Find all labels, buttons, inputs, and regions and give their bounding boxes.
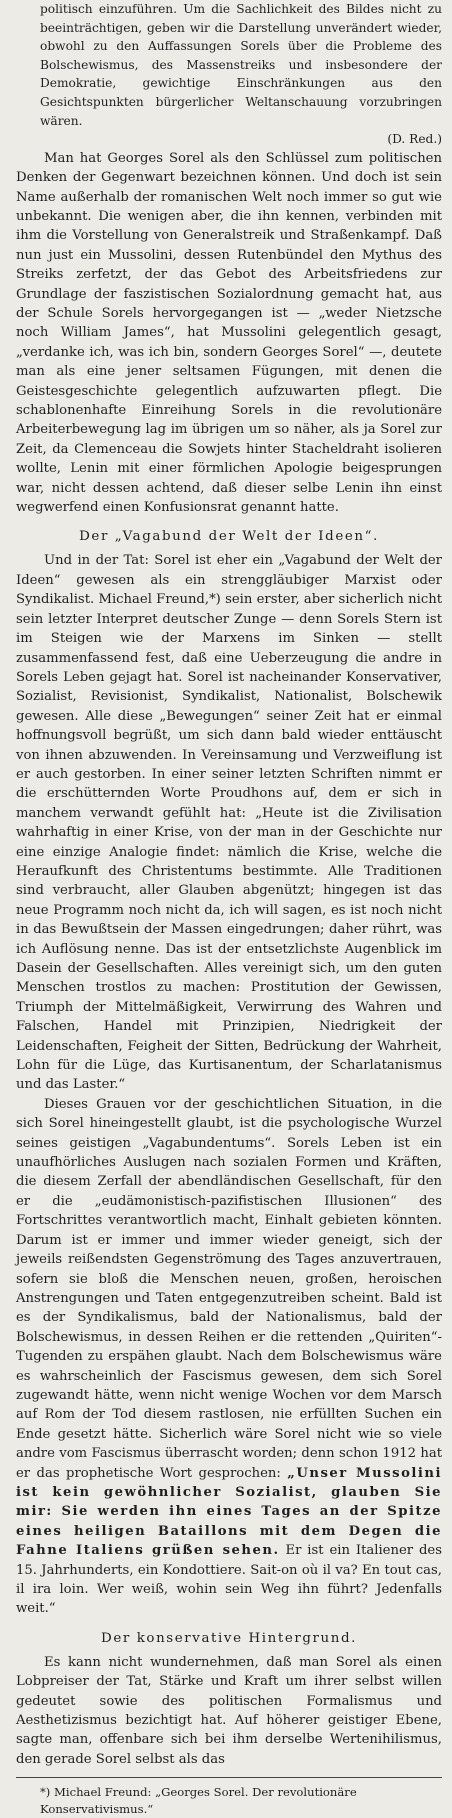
editorial-signature: (D. Red.) [387, 132, 442, 147]
paragraph-2: Und in der Tat: Sorel ist eher ein „Vagabund der Welt der Ideen“ gewesen als ein strenggläubiger Marxist oder Syndikalist. Michael Freund,*) sein erster, aber sicherlich nicht sein letzter Interpret deutscher Zunge — denn Sorels Stern ist im Steigen wie der Marxens im Sinken — stellt zusammenfassend fest, daß eine Ueberzeugung die andre in Sorels Leben gejagt hat. Sorel ist nacheinander Konservativer, Sozialist, Revisionist, Syndikalist, Nationalist, Bolschewik gewesen. Alle diese „Bewegungen“ seiner Zeit hat er einmal hoffnungsvoll begrüßt, um sich dann bald wieder enttäuscht von ihnen abzuwenden. In Vereinsamung und Verzweiflung ist er auch gestorben. In einer seiner letzten Schriften nimmt er die erschütternden Worte Proudhons auf, dem er sich in manchem verwandt gefühlt hat: „Heute ist die Zivilisation wahrhaftig in einer Krise, von der man in der Geschichte nur eine einzige Analogie findet: nämlich die Krise, welche die Heraufkunft des Christentums bestimmte. Alle Traditionen sind verbraucht, aller Glauben abgenützt; hingegen ist das neue Programm noch nicht da, ich will sagen, es ist noch nicht in das Bewußtsein der Massen eingedrungen; daher rührt, was ich Auflösung nenne. Das ist der entsetzlichste Augenblick im Dasein der Gesellschaften. Alles vereinigt sich, um den guten Menschen trostlos zu machen: Prostitution der Gewissen, Triumph der Mittelmäßigkeit, Verwirrung des Wahren und Falschen, Handel mit Prinzipien, Niedrigkeit der Leidenschaften, Feigheit der Sitten, Bedrückung der Wahrheit, Lohn für die Lüge, das Kurtisanentum, der Scharlatanismus und das Laster.“ [16, 553, 442, 1093]
paragraph-3-end: Er ist ein Italiener des 15. Jahrhunderts, ein Kondottiere. Sait-on où il va? En tout cas, il ira loin. Wer weiß, wohin sein Weg ihn führt? Jedenfalls weit.“ [16, 1543, 442, 1617]
footnote-divider [16, 1777, 442, 1778]
paragraph-1: Man hat Georges Sorel als den Schlüssel zum politischen Denken der Gegenwart bezeichnen können. Und doch ist sein Name außerhalb der romanischen Welt noch immer so gut wie unbekannt. Die wenigen aber, die ihn kennen, verbinden mit ihm die Vorstellung von Generalstreik und Straßenkampf. Daß nun just ein Mussolini, dessen Rutenbündel den Mythus des Streiks zerfetzt, der das Gebot des Arbeitsfriedens zur Grundlage der faszistischen Sozialordnung gemacht hat, aus der Schule Sorels hervorgegangen ist — „weder Nietzsche noch William James“, hat Mussolini gelegentlich gesagt, „verdanke ich, was ich bin, sondern Georges Sorel“ —, deutete man als eine jener seltsamen Fügungen, mit denen die Geistesgeschichte gelegentlich aufzuwarten pflegt. Die schablonenhafte Einreihung Sorels in die revolutionäre Arbeiterbewegung lag im übrigen um so näher, als ja Sorel zur Zeit, da Clemenceau die Sowjets hinter Stacheldraht isolieren wollte, Lenin mit einer förmlichen Apologie beigesprungen war, nicht dessen achtend, daß dieser selbe Lenin ihn einst wegwerfend einen Konfusionsrat genannt hatte. [16, 150, 442, 516]
footnote: *) Michael Freund: „Georges Sorel. Der revolutionäre Konservativismus.“ [40, 1785, 357, 1817]
editorial-note: politisch einzuführen. Um die Sachlichkeit des Bildes nicht zu beeinträchtigen, geben wir die Darstellung unverändert wieder, obwohl zu den Auffassungen Sorels über die Probleme des Bolschewismus, des Massenstreiks und insbesondere der Demokratie, gewichtige Einschränkungen aus den Gesichtspunkten bürgerlicher Weltanschauung vorzubringen wären. [40, 2, 442, 128]
paragraph-3-text: Dieses Grauen vor der geschichtlichen Situation, in die sich Sorel hineingestellt glaubt, ist die psychologische Wurzel seines geistigen „Vagabundentums“. Sorels Leben ist ein unaufhörliches Auslugen nach sozialen Formen und Kräften, die diesem Zerfall der abendländischen Gesellschaft, für den er die „eudämonistisch-pazifistischen Illusionen“ des Fortschrittes verantwortlich macht, Einhalt gebieten könnten. Darum ist er immer und immer wieder geneigt, sich der jeweils reißendsten Gegenströmung des Tages anzuvertrauen, sofern sie bloß die Menschen neuen, großen, heroischen Anstrengungen und Taten entgegenzutreiben scheint. Bald ist es der Syndikalismus, bald der Nationalismus, bald der Bolschewismus, in dessen Reihen er die rettenden „Quiriten“-Tugenden zu erspähen glaubt. Nach dem Bolschewismus wäre es wahrscheinlich der Fascismus gewesen, dem sich Sorel zugewandt hätte, wenn nicht wenige Wochen vor dem Marsch auf Rom der Tod diesem rastlosen, nie erfüllten Suchen ein Ende gesetzt hätte. Sicherlich wäre Sorel nicht wie so viele andre vom Fascismus überrascht worden; denn schon 1912 hat er das prophetische Wort gesprochen: [16, 1096, 442, 1481]
section-heading-hintergrund: Der konservative Hintergrund. [100, 1630, 357, 1646]
mussolini-quote: „Unser Mussolini ist kein gewöhnlicher Sozialist, glauben Sie mir: Sie werden ihn eines Tages an der Spitze eines heiligen Bataillons mit dem Degen die Fahne Italiens grüßen sehen. [16, 1465, 442, 1559]
paragraph-4: Es kann nicht wundernehmen, daß man Sorel als einen Lobpreiser der Tat, Stärke und Kraft um ihrer selbst willen gedeutet sowie des politischen Formalismus und Aesthetizismus bezichtigt hat. Auf höherer geistiger Ebene, sagte man, offenbare sich bei ihm derselbe Wertenihilismus, den gerade Sorel selbst als das [16, 1654, 442, 1767]
section-heading-vagabund: Der „Vagabund der Welt der Ideen“. [79, 529, 379, 545]
paragraph-3 [16, 1095, 442, 1619]
